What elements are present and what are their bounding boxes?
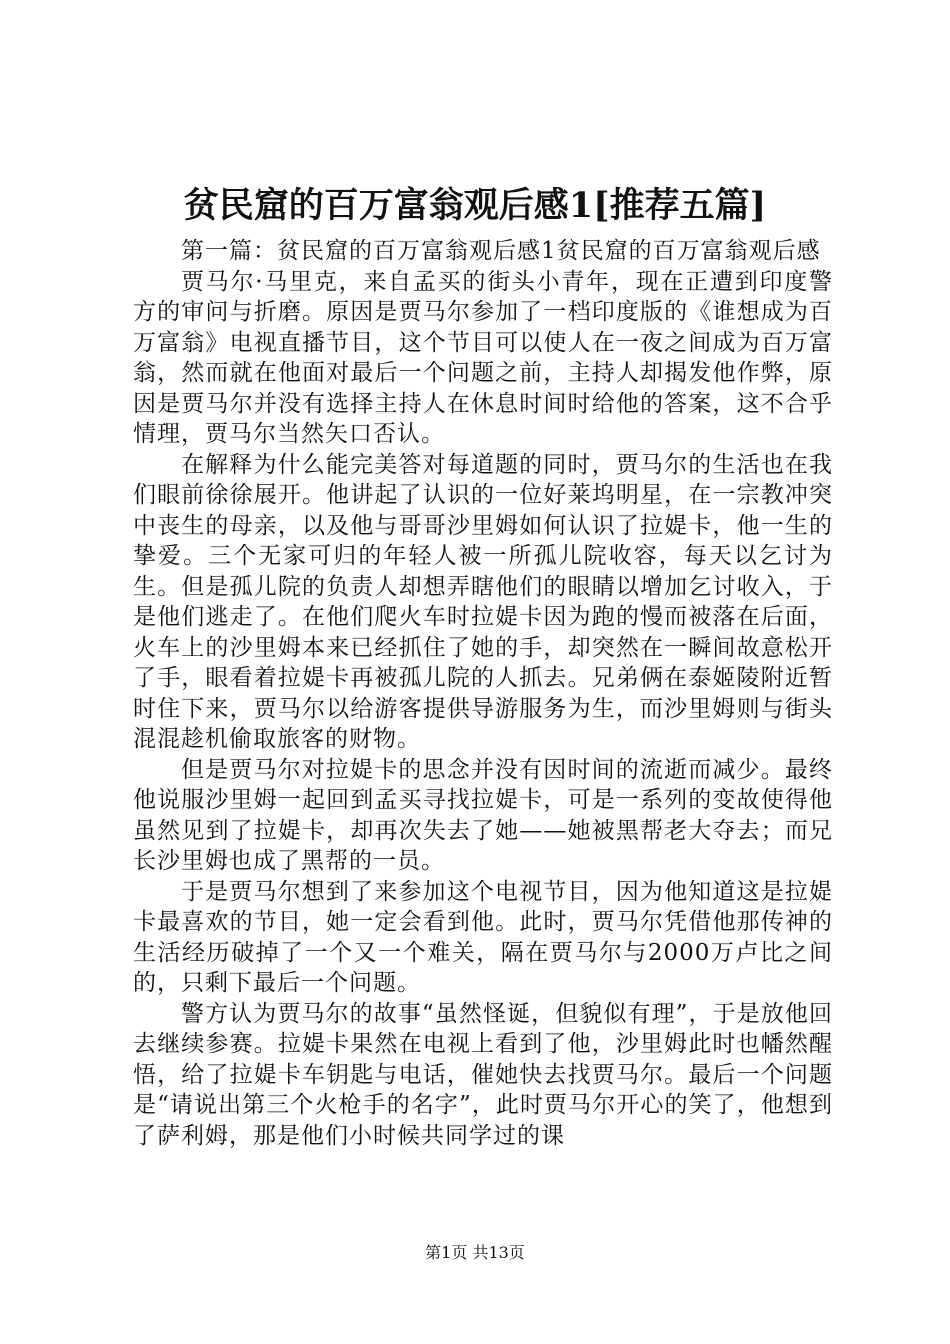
paragraph-1: 第一篇：贫民窟的百万富翁观后感1贫民窟的百万富翁观后感 bbox=[181, 238, 821, 264]
paragraph-2: 贾马尔·马里克，来自孟买的街头小青年，现在正遭到印度警方的审问与折磨。原因是贾马尔参加了一档印度版的《谁想成为百万富翁》电视直播节目，这个节目可以使人在一夜之间成为百万富翁，然而就在他面对最后一个问题之前，主持人却揭发他作弊，原因是贾马尔并没有选择主持人在休息时间时给他的答案，这不合乎情理，贾马尔当然矢口否认。 bbox=[133, 268, 833, 447]
paragraph-5: 于是贾马尔想到了来参加这个电视节目，因为他知道这是拉媞卡最喜欢的节目，她一定会看到他。此时，贾马尔凭借他那传神的生活经历破掉了一个又一个难关，隔在贾马尔与2000万卢比之间的，只剩下最后一个问题。 bbox=[133, 878, 833, 996]
document-title: 贫民窟的百万富翁观后感1[推荐五篇] bbox=[183, 185, 767, 226]
paragraph-6: 警方认为贾马尔的故事“虽然怪诞，但貌似有理”，于是放他回去继续参赛。拉媞卡果然在电视上看到了他，沙里姆此时也幡然醒悟，给了拉媞卡车钥匙与电话，催她快去找贾马尔。最后一个问题是“请说出第三个火枪手的名字”，此时贾马尔开心的笑了，他想到了萨利姆，那是他们小时候共同学过的课 bbox=[133, 1000, 833, 1149]
paragraph-3: 在解释为什么能完美答对每道题的同时，贾马尔的生活也在我们眼前徐徐展开。他讲起了认识的一位好莱坞明星，在一宗教冲突中丧生的母亲，以及他与哥哥沙里姆如何认识了拉媞卡，他一生的挚爱。三个无家可归的年轻人被一所孤儿院收容，每天以乞讨为生。但是孤儿院的负责人却想弄瞎他们的眼睛以增加乞讨收入，于是他们逃走了。在他们爬火车时拉媞卡因为跑的慢而被落在后面，火车上的沙里姆本来已经抓住了她的手，却突然在一瞬间故意松开了手，眼看着拉媞卡再被孤儿院的人抓去。兄弟俩在泰姬陵附近暂时住下来，贾马尔以给游客提供导游服务为生，而沙里姆则与街头混混趁机偷取旅客的财物。 bbox=[133, 451, 833, 752]
document-body bbox=[133, 236, 833, 1151]
paragraph-4: 但是贾马尔对拉媞卡的思念并没有因时间的流逝而减少。最终他说服沙里姆一起回到孟买寻找拉媞卡，可是一系列的变故使得他虽然见到了拉媞卡，却再次失去了她——她被黑帮老大夺去；而兄长沙里姆也成了黑帮的一员。 bbox=[133, 756, 833, 874]
page-number-footer: 第1页 共13页 bbox=[425, 1243, 525, 1262]
